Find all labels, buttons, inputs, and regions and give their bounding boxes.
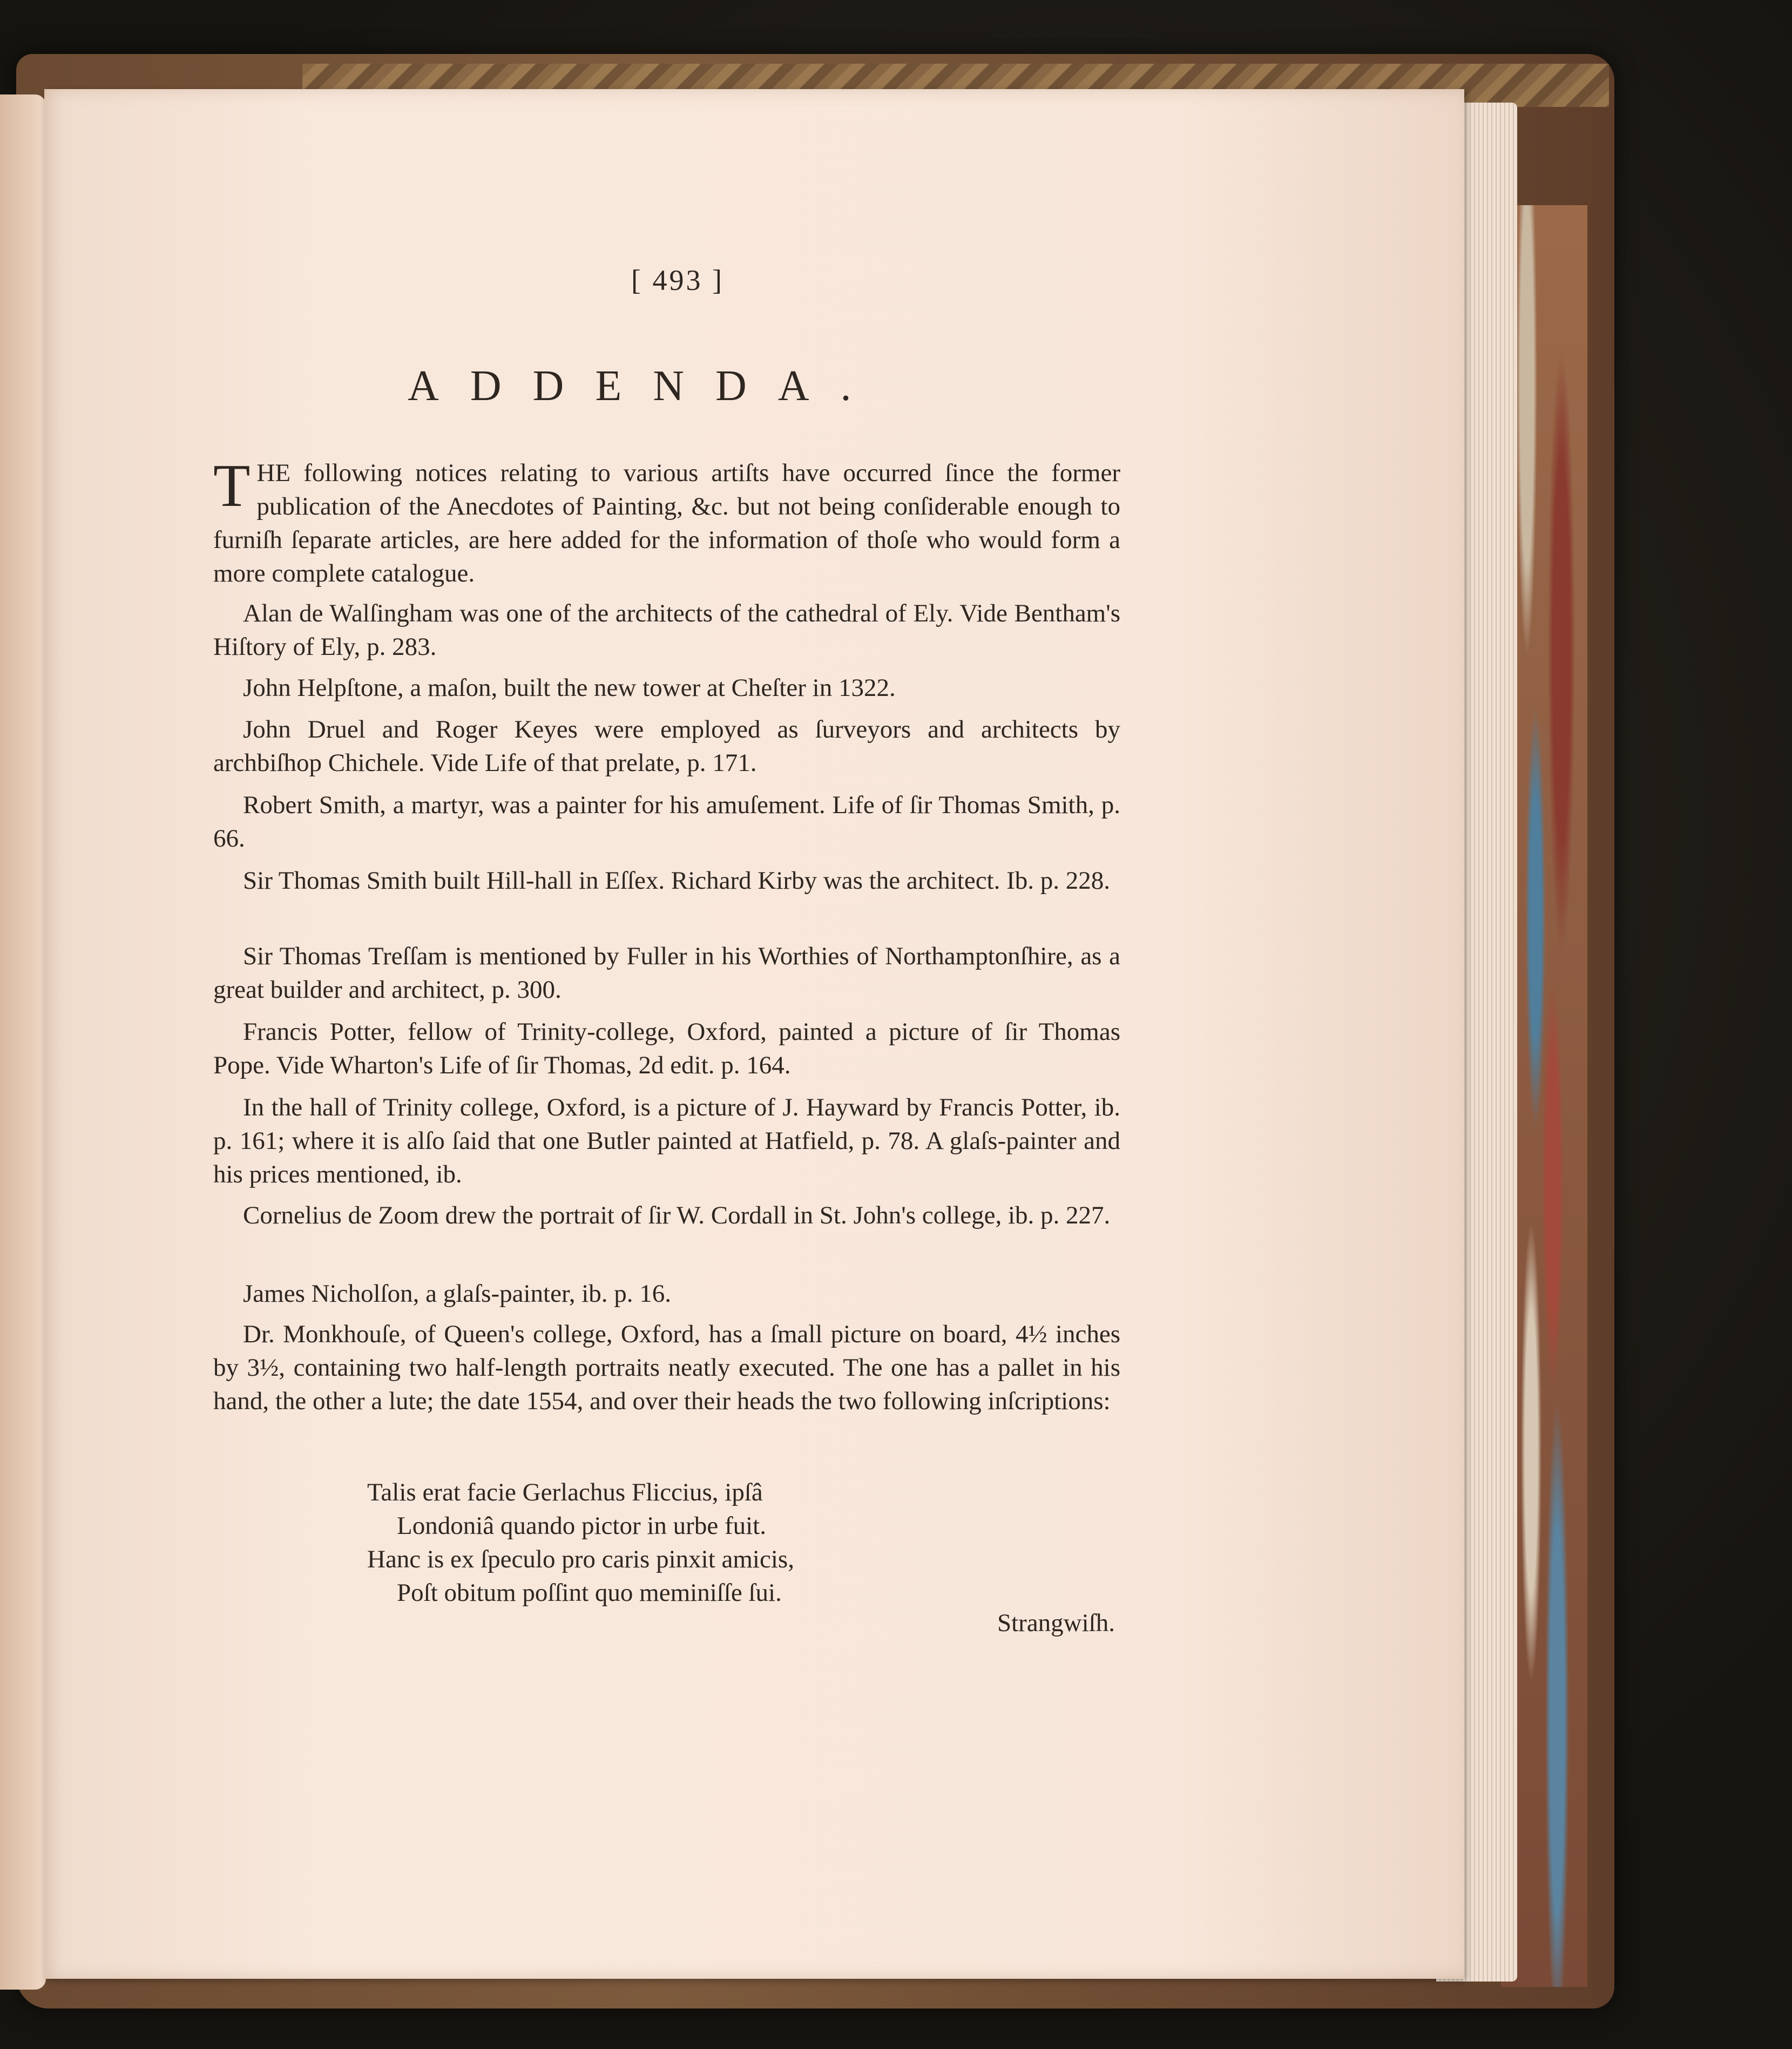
latin-inscription bbox=[367, 1476, 961, 1610]
paragraph-monkhouse: Dr. Monkhouſe, of Queen's college, Oxford, has a ſmall picture on board, 4½ inches by 3½, containing two half-length portraits neatly executed. The one has a pallet in his hand, the other a lute; the date 1554, and over their heads the two following inſcriptions: bbox=[213, 1320, 1120, 1415]
drop-cap: T bbox=[213, 452, 251, 519]
paragraph-tressam: Sir Thomas Treſſam is mentioned by Fuller in his Worthies of Northamptonſhire, as a great builder and architect, p. 300. bbox=[213, 942, 1120, 1004]
signature: Strangwiſh. bbox=[997, 1609, 1115, 1637]
paragraph-nicholson: James Nicholſon, a glaſs-painter, ib. p. 16. bbox=[243, 1280, 672, 1308]
poem-line: Londoniâ quando pictor in urbe fuit. bbox=[397, 1512, 766, 1540]
page-title: ADDENDA. bbox=[408, 362, 883, 410]
poem-line: Hanc is ex ſpeculo pro caris pinxit amicis, bbox=[367, 1545, 794, 1573]
poem-line: Talis erat facie Gerlachus Fliccius, ipſâ bbox=[367, 1478, 763, 1506]
paragraph-intro bbox=[213, 452, 1120, 590]
paragraph-trinity: In the hall of Trinity college, Oxford, is a picture of J. Hayward by Francis Potter, ib. p. 161; where it is alſo ſaid that one Butler painted at Hatfield, p. 78. A glaſs-painter and his prices mentioned, ib. bbox=[213, 1093, 1120, 1188]
paragraph-smith: Robert Smith, a martyr, was a painter for his amuſement. Life of ſir Thomas Smith, p. 66. bbox=[213, 791, 1120, 853]
paragraph-helpstone: John Helpſtone, a maſon, built the new tower at Cheſter in 1322. bbox=[243, 674, 896, 702]
paragraph-potter: Francis Potter, fellow of Trinity-college, Oxford, painted a picture of ſir Thomas Pope. Vide Wharton's Life of ſir Thomas, 2d edit. p. 164. bbox=[213, 1018, 1120, 1079]
poem-line: Poſt obitum poſſint quo meminiſſe ſui. bbox=[397, 1579, 782, 1607]
paragraph-druel: John Druel and Roger Keyes were employed as ſurveyors and architects by archbiſhop Chichele. Vide Life of that prelate, p. 171. bbox=[213, 715, 1120, 777]
paragraph-walsingham: Alan de Walſingham was one of the architects of the cathedral of Ely. Vide Bentham's Hiſtory of Ely, p. 283. bbox=[213, 599, 1120, 661]
facing-page-edge bbox=[0, 94, 46, 1990]
paragraph-text: HE following notices relating to various artiſts have occurred ſince the former publication of the Anecdotes of Painting, &c. but not being conſiderable enough to furniſh ſeparate articles, are here added for the information of thoſe who would form a more complete catalogue. bbox=[213, 459, 1120, 587]
page-number: [ 493 ] bbox=[631, 264, 724, 296]
paragraph-zoom: Cornelius de Zoom drew the portrait of ſir W. Cordall in St. John's college, ib. p. 227. bbox=[243, 1201, 1111, 1229]
paragraph-hillhall: Sir Thomas Smith built Hill-hall in Eſſex. Richard Kirby was the architect. Ib. p. 228. bbox=[243, 867, 1111, 895]
